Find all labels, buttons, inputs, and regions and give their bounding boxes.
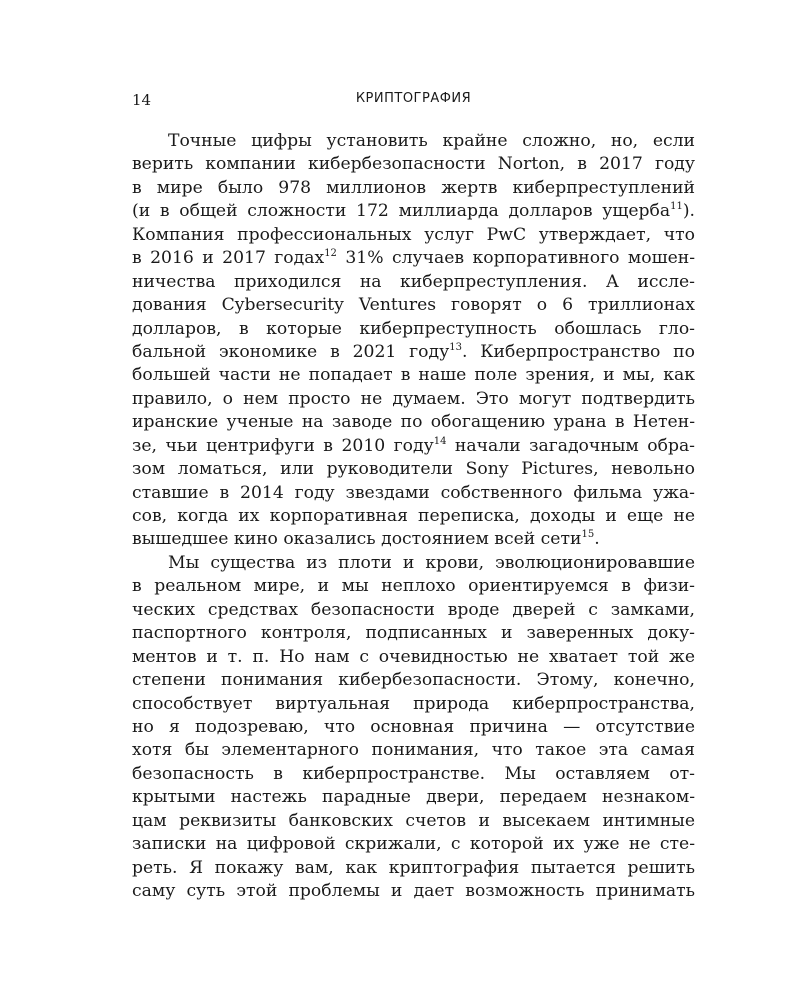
text-line xyxy=(132,130,695,153)
text-line-tail: начали загадочным обра- xyxy=(446,435,695,456)
footnote-ref: 11 xyxy=(670,201,683,213)
text-line-content: Компания профессиональных услуг PwC утверждает, что xyxy=(132,224,695,245)
text-line-content: крытыми настежь парадные двери, передаем незнаком- xyxy=(132,787,695,808)
running-title: КРИПТОГРАФИЯ xyxy=(355,91,472,106)
text-line-content: цам реквизиты банковских счетов и высекаем интимные xyxy=(132,810,695,831)
text-line-content: большей части не попадает в наше поле зрения, и мы, как xyxy=(132,365,695,386)
text-line xyxy=(132,318,695,341)
text-line xyxy=(132,177,695,200)
text-line xyxy=(132,271,695,294)
text-line-tail: . xyxy=(594,529,600,550)
text-line xyxy=(132,528,695,551)
text-line xyxy=(132,388,695,411)
text-line xyxy=(132,833,695,856)
text-line xyxy=(132,482,695,505)
text-line xyxy=(132,294,695,317)
text-line xyxy=(132,153,695,176)
text-line xyxy=(132,411,695,434)
text-line-content: долларов, в которые киберпреступность обошлась гло- xyxy=(132,318,695,339)
text-line xyxy=(132,669,695,692)
text-line xyxy=(132,810,695,833)
text-line-content: в 2016 и 2017 годах xyxy=(132,248,325,269)
text-line xyxy=(132,200,695,223)
text-line-content: Мы существа из плоти и крови, эволюционировавшие xyxy=(168,552,695,573)
text-line xyxy=(132,716,695,739)
text-line xyxy=(132,693,695,716)
text-line-content: в мире было 978 миллионов жертв киберпреступлений xyxy=(132,177,695,198)
page-number: 14 xyxy=(132,91,152,109)
body-text xyxy=(132,130,695,903)
text-line-tail: ). xyxy=(682,201,695,222)
text-line-content: зе, чьи центрифуги в 2010 году xyxy=(132,435,434,456)
text-line xyxy=(132,247,695,270)
text-line xyxy=(132,739,695,762)
text-line-content: степени понимания кибербезопасности. Этому, конечно, xyxy=(132,670,695,691)
text-line-tail: . Киберпространство по xyxy=(461,341,695,362)
footnote-ref: 13 xyxy=(449,341,462,353)
text-line-content: бальной экономике в 2021 году xyxy=(132,341,450,362)
text-line xyxy=(132,599,695,622)
footnote-ref: 15 xyxy=(581,529,595,541)
text-line-content: хотя бы элементарного понимания, что такое эта самая xyxy=(132,740,695,761)
text-line-content: ческих средствах безопасности вроде дверей с замками, xyxy=(132,599,695,620)
text-line xyxy=(132,364,695,387)
text-line-content: ставшие в 2014 году звездами собственного фильма ужа- xyxy=(132,482,695,503)
text-line-content: сов, когда их корпоративная переписка, доходы и еще не xyxy=(132,506,695,526)
text-line-content: правило, о нем просто не думаем. Это могут подтвердить xyxy=(132,388,695,409)
text-line xyxy=(132,622,695,645)
text-line-content: безопасность в киберпространстве. Мы оставляем от- xyxy=(132,763,695,784)
text-line-content: Точные цифры установить крайне сложно, но, если xyxy=(168,131,695,151)
text-line-content: но я подозреваю, что основная причина — отсутствие xyxy=(132,716,695,737)
text-line xyxy=(132,786,695,809)
text-line-content: паспортного контроля, подписанных и заверенных доку- xyxy=(132,623,695,644)
footnote-ref: 12 xyxy=(324,248,337,260)
text-line-content: (и в общей сложности 172 миллиарда долларов ущерба xyxy=(132,201,671,222)
text-line-content: иранские ученые на заводе по обогащению урана в Нетен- xyxy=(132,412,695,433)
text-line xyxy=(132,880,695,903)
text-line xyxy=(132,224,695,247)
text-line-content: способствует виртуальная природа киберпространства, xyxy=(132,693,695,714)
text-line-content: саму суть этой проблемы и дает возможность принимать xyxy=(132,881,695,901)
text-line-content: ментов и т. п. Но нам с очевидностью не хватает той же xyxy=(132,646,695,667)
footnote-ref: 14 xyxy=(433,435,447,447)
text-line xyxy=(132,341,695,364)
text-line-content: в реальном мире, и мы неплохо ориентируемся в физи- xyxy=(132,576,695,597)
text-line-content: реть. Я покажу вам, как криптография пытается решить xyxy=(132,857,695,878)
text-line xyxy=(132,505,695,528)
text-line-content: вышедшее кино оказались достоянием всей сети xyxy=(132,529,582,550)
page-header xyxy=(132,91,695,111)
text-line-content: зом ломаться, или руководители Sony Pictures, невольно xyxy=(132,459,695,480)
text-line-tail: 31% случаев корпоративного мошен- xyxy=(336,248,696,269)
text-line xyxy=(132,458,695,481)
text-line xyxy=(132,575,695,598)
text-line-content: верить компании кибербезопасности Norton, в 2017 году xyxy=(132,154,695,175)
text-line xyxy=(132,763,695,786)
text-line xyxy=(132,646,695,669)
text-line xyxy=(132,435,695,458)
text-line-content: ничества приходился на киберпреступления. А иссле- xyxy=(132,271,695,292)
text-line xyxy=(132,552,695,575)
text-line-content: записки на цифровой скрижали, с которой их уже не сте- xyxy=(132,834,695,855)
text-line-content: дования Cybersecurity Ventures говорят о 6 триллионах xyxy=(132,295,695,316)
text-line xyxy=(132,857,695,880)
